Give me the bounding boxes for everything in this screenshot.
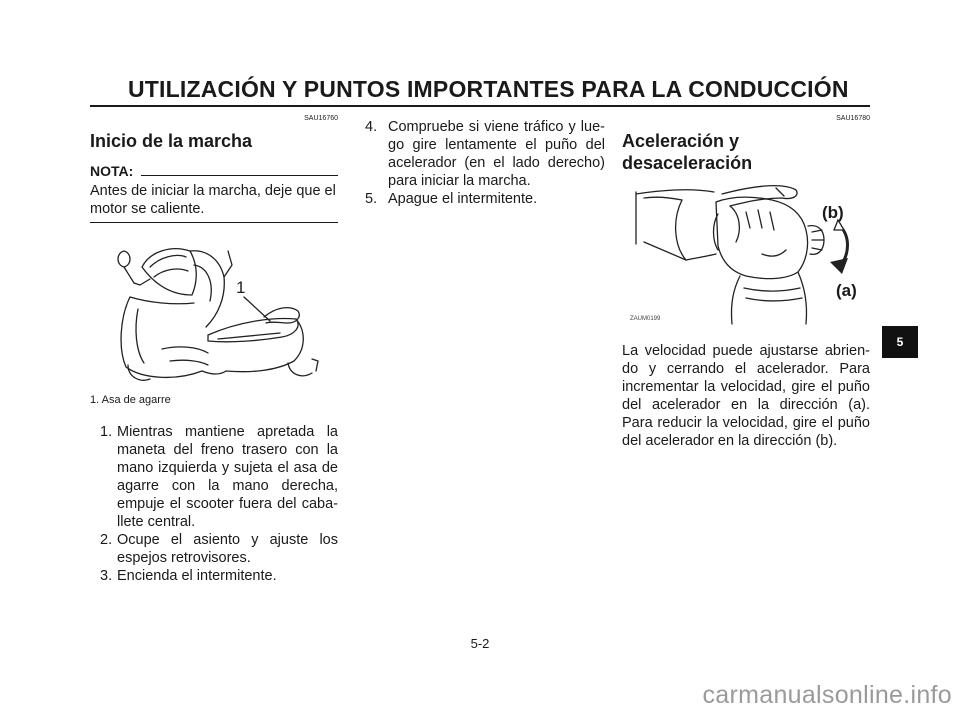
throttle-figure [622, 184, 870, 326]
right-column [622, 114, 870, 450]
list-item: 3. Encienda el intermitente. [100, 568, 277, 584]
middle-column [365, 118, 605, 208]
section-tab: 5 [882, 326, 918, 358]
figure-caption: 1. Asa de agarre [90, 394, 171, 406]
direction-label-b: (b) [822, 203, 844, 222]
note-text: Antes de iniciar la marcha, deje que el motor se caliente. [90, 183, 336, 217]
scooter-figure [90, 237, 338, 385]
watermark: carmanualsonline.info [702, 681, 952, 709]
figure-code: ZAUM0199 [630, 316, 661, 322]
note-header-line [141, 175, 338, 176]
page-number: 5-2 [470, 636, 490, 651]
note-label: NOTA: [90, 163, 134, 179]
section-code-right: SAU16780 [836, 115, 870, 122]
page-header-title: UTILIZACIÓN Y PUNTOS IMPORTANTES PARA LA CONDUCCIÓN [128, 76, 849, 102]
section-code-left: SAU16760 [304, 115, 338, 122]
section-heading-acceleration: Aceleración y desaceleración [622, 131, 753, 173]
header-rule [90, 105, 870, 107]
steps-list-middle [365, 118, 605, 208]
steps-list-left [90, 423, 338, 585]
figure-callout-1: 1 [236, 278, 246, 297]
section-heading-start: Inicio de la marcha [90, 131, 253, 151]
left-column [90, 114, 338, 585]
direction-label-a: (a) [836, 281, 857, 300]
note-header [90, 162, 338, 180]
list-item: 1. Mientras mantiene apretada la maneta del freno trasero con la mano izquierda y sujeta el asa de agarre con la mano derecha, empuje el scooter fuera del caba-llete central. [100, 424, 338, 530]
list-item: 2. Ocupe el asiento y ajuste los espejos retrovisores. [100, 532, 338, 566]
list-item: 5. Apague el intermitente. [365, 191, 538, 207]
list-item: 4. Compruebe si viene tráfico y lue-go gire lentamente el puño del acelerador (en el lado derecho) para iniciar la marcha. [365, 119, 605, 189]
note-bottom-rule [90, 222, 338, 223]
acceleration-paragraph: La velocidad puede ajustarse abrien-do y cerrando el acelerador. Para incrementar la velocidad, gire el puño del acelerador en la dirección (a). Para reducir la velocidad, gire el puño del acelerador en la dirección (b). [622, 343, 870, 449]
